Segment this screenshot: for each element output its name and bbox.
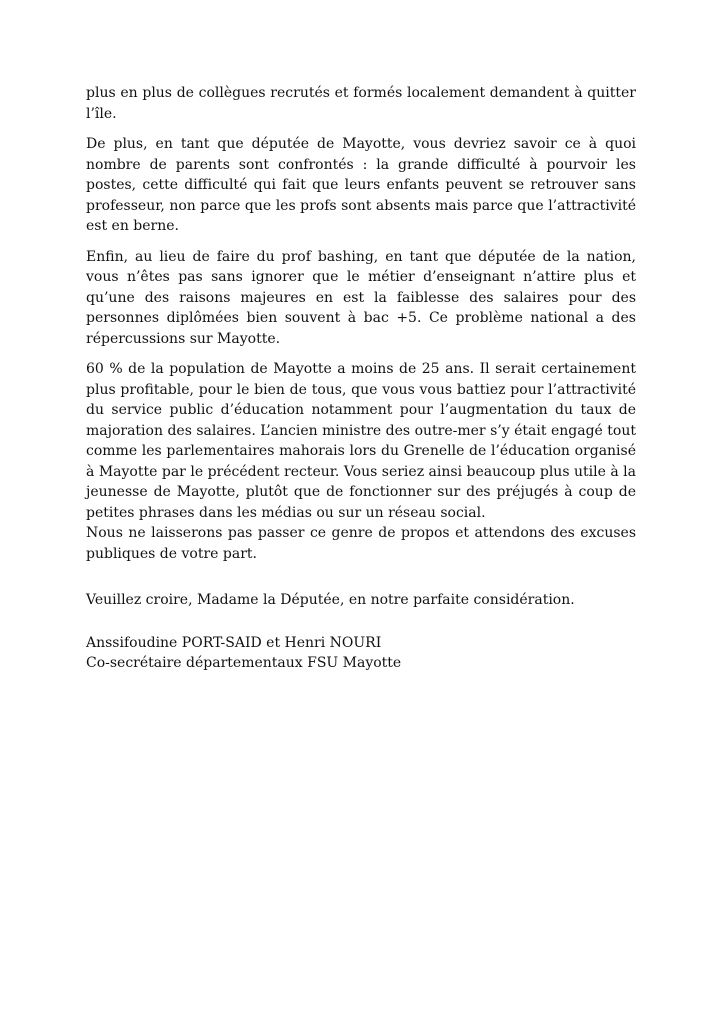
paragraph-3: Enfin, au lieu de faire du prof bashing, en tant que députée de la nation, vous n’êtes pas sans ignorer que le métier d’enseignant n’attire plus et qu’une des raisons majeures en est la faiblesse des salaires pour des personnes diplômées bien souvent à bac +5. Ce problème national a des répercussions sur Mayotte. (86, 248, 636, 347)
closing-formula: Veuillez croire, Madame la Députée, en notre parfaite considération. (86, 592, 575, 608)
paragraph-1: plus en plus de collègues recrutés et formés localement demandent à quitter l’île. (86, 85, 636, 122)
signature-block (86, 633, 636, 674)
signatory-names: Anssifoudine PORT-SAID et Henri NOURI (86, 634, 382, 651)
paragraph-4: 60 % de la population de Mayotte a moins de 25 ans. Il serait certainement plus profitable, pour le bien de tous, que vous vous battiez pour l’attractivité du service public d’éducation notamment pour l’augmentation du taux de majoration des salaires. L’ancien ministre des outre-mer s’y était engagé tout comme les parlementaires mahorais lors du Grenelle de l’éducation organisé à Mayotte par le précédent recteur. Vous seriez ainsi beaucoup plus utile à la jeunesse de Mayotte, plutôt que de fonctionner sur des préjugés à coup de petites phrases dans les médias ou sur un réseau social. (86, 361, 636, 521)
letter-body (86, 83, 636, 674)
paragraph-5: Nous ne laisserons pas passer ce genre de propos et attendons des excuses publiques de votre part. (86, 525, 636, 562)
paragraph-2: De plus, en tant que députée de Mayotte, vous devriez savoir ce à quoi nombre de parents sont confrontés : la grande difficulté à pourvoir les postes, cette difficulté qui fait que leurs enfants peuvent se retrouver sans professeur, non parce que les profs sont absents mais parce que l’attractivité est en berne. (86, 136, 636, 234)
signatory-title: Co-secrétaire départementaux FSU Mayotte (86, 655, 402, 671)
